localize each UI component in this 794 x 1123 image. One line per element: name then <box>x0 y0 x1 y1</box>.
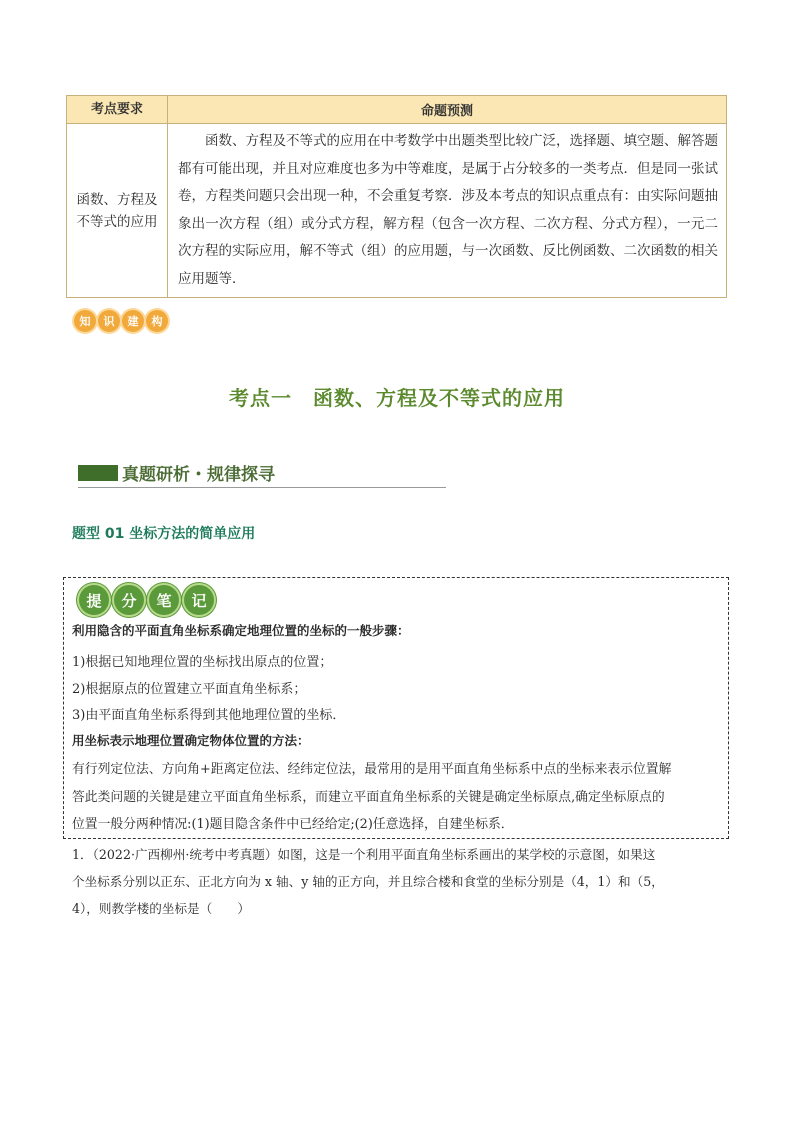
notes-paragraph-line: 答此类问题的关键是建立平面直角坐标系，而建立平面直角坐标系的关键是确定坐标原点,确定坐标原点的 <box>72 790 665 805</box>
badge-char: 构 <box>146 310 168 332</box>
question-text-line: 个坐标系分别以正东、正北方向为 x 轴、y 轴的正方向，并且综合楼和食堂的坐标分别是（4，1）和（5， <box>72 874 664 889</box>
notes-heading-methods: 用坐标表示地理位置确定物体位置的方法： <box>72 733 310 748</box>
header-prediction: 命题预测 <box>168 96 727 124</box>
badge-char: 知 <box>74 310 96 332</box>
section-title: 真题研析・规律探寻 <box>122 465 275 485</box>
badge-char: 建 <box>122 310 144 332</box>
tip-char: 笔 <box>149 585 179 615</box>
table-row <box>67 124 727 298</box>
notes-paragraph-line: 位置一般分两种情况:(1)题目隐含条件中已经给定;(2)任意选择，自建坐标系． <box>72 817 514 832</box>
requirements-table <box>66 95 727 298</box>
notes-paragraph-line: 有行列定位法、方向角+距离定位法、经纬定位法，最常用的是用平面直角坐标系中点的坐标来表示位置解 <box>72 762 672 777</box>
badge-char: 识 <box>98 310 120 332</box>
tip-char: 分 <box>114 585 144 615</box>
tip-char: 提 <box>79 585 109 615</box>
table-header-row <box>67 96 727 124</box>
header-requirements: 考点要求 <box>67 96 168 124</box>
section-bar-decoration <box>78 465 118 481</box>
notes-heading-steps: 利用隐含的平面直角坐标系确定地理位置的坐标的一般步骤： <box>72 623 410 638</box>
cell-requirement: 函数、方程及不等式的应用 <box>67 124 168 298</box>
notes-step: 1)根据已知地理位置的坐标找出原点的位置； <box>72 655 333 670</box>
notes-step: 3)由平面直角坐标系得到其他地理位置的坐标． <box>72 708 346 723</box>
question-text-line: 4），则教学楼的坐标是（ ） <box>72 901 251 916</box>
knowledge-badge <box>74 310 168 332</box>
tip-char: 记 <box>184 585 214 615</box>
page-title: 考点一 函数、方程及不等式的应用 <box>229 386 565 410</box>
tip-badge <box>79 585 214 615</box>
question-type-title: 题型 01 坐标方法的简单应用 <box>72 526 256 542</box>
question-text-line: 1．（2022·广西柳州·统考中考真题）如图，这是一个利用平面直角坐标系画出的某学校的示意图，如果这 <box>72 847 656 862</box>
notes-step: 2)根据原点的位置建立平面直角坐标系； <box>72 682 307 697</box>
section-divider <box>78 487 446 488</box>
cell-prediction: 函数、方程及不等式的应用在中考数学中出题类型比较广泛，选择题、填空题、解答题都有可能出现，并且对应难度也多为中等难度，是属于占分较多的一类考点．但是同一张试卷，方程类问题只会出现一种，不会重复考察．涉及本考点的知识点重点有：由实际问题抽象出一次方程（组）或分式方程，解方程（包含一次方程、二次方程、分式方程），一元二次方程的实际应用，解不等式（组）的应用题，与一次函数、反比例函数、二次函数的相关应用题等． <box>168 124 727 298</box>
